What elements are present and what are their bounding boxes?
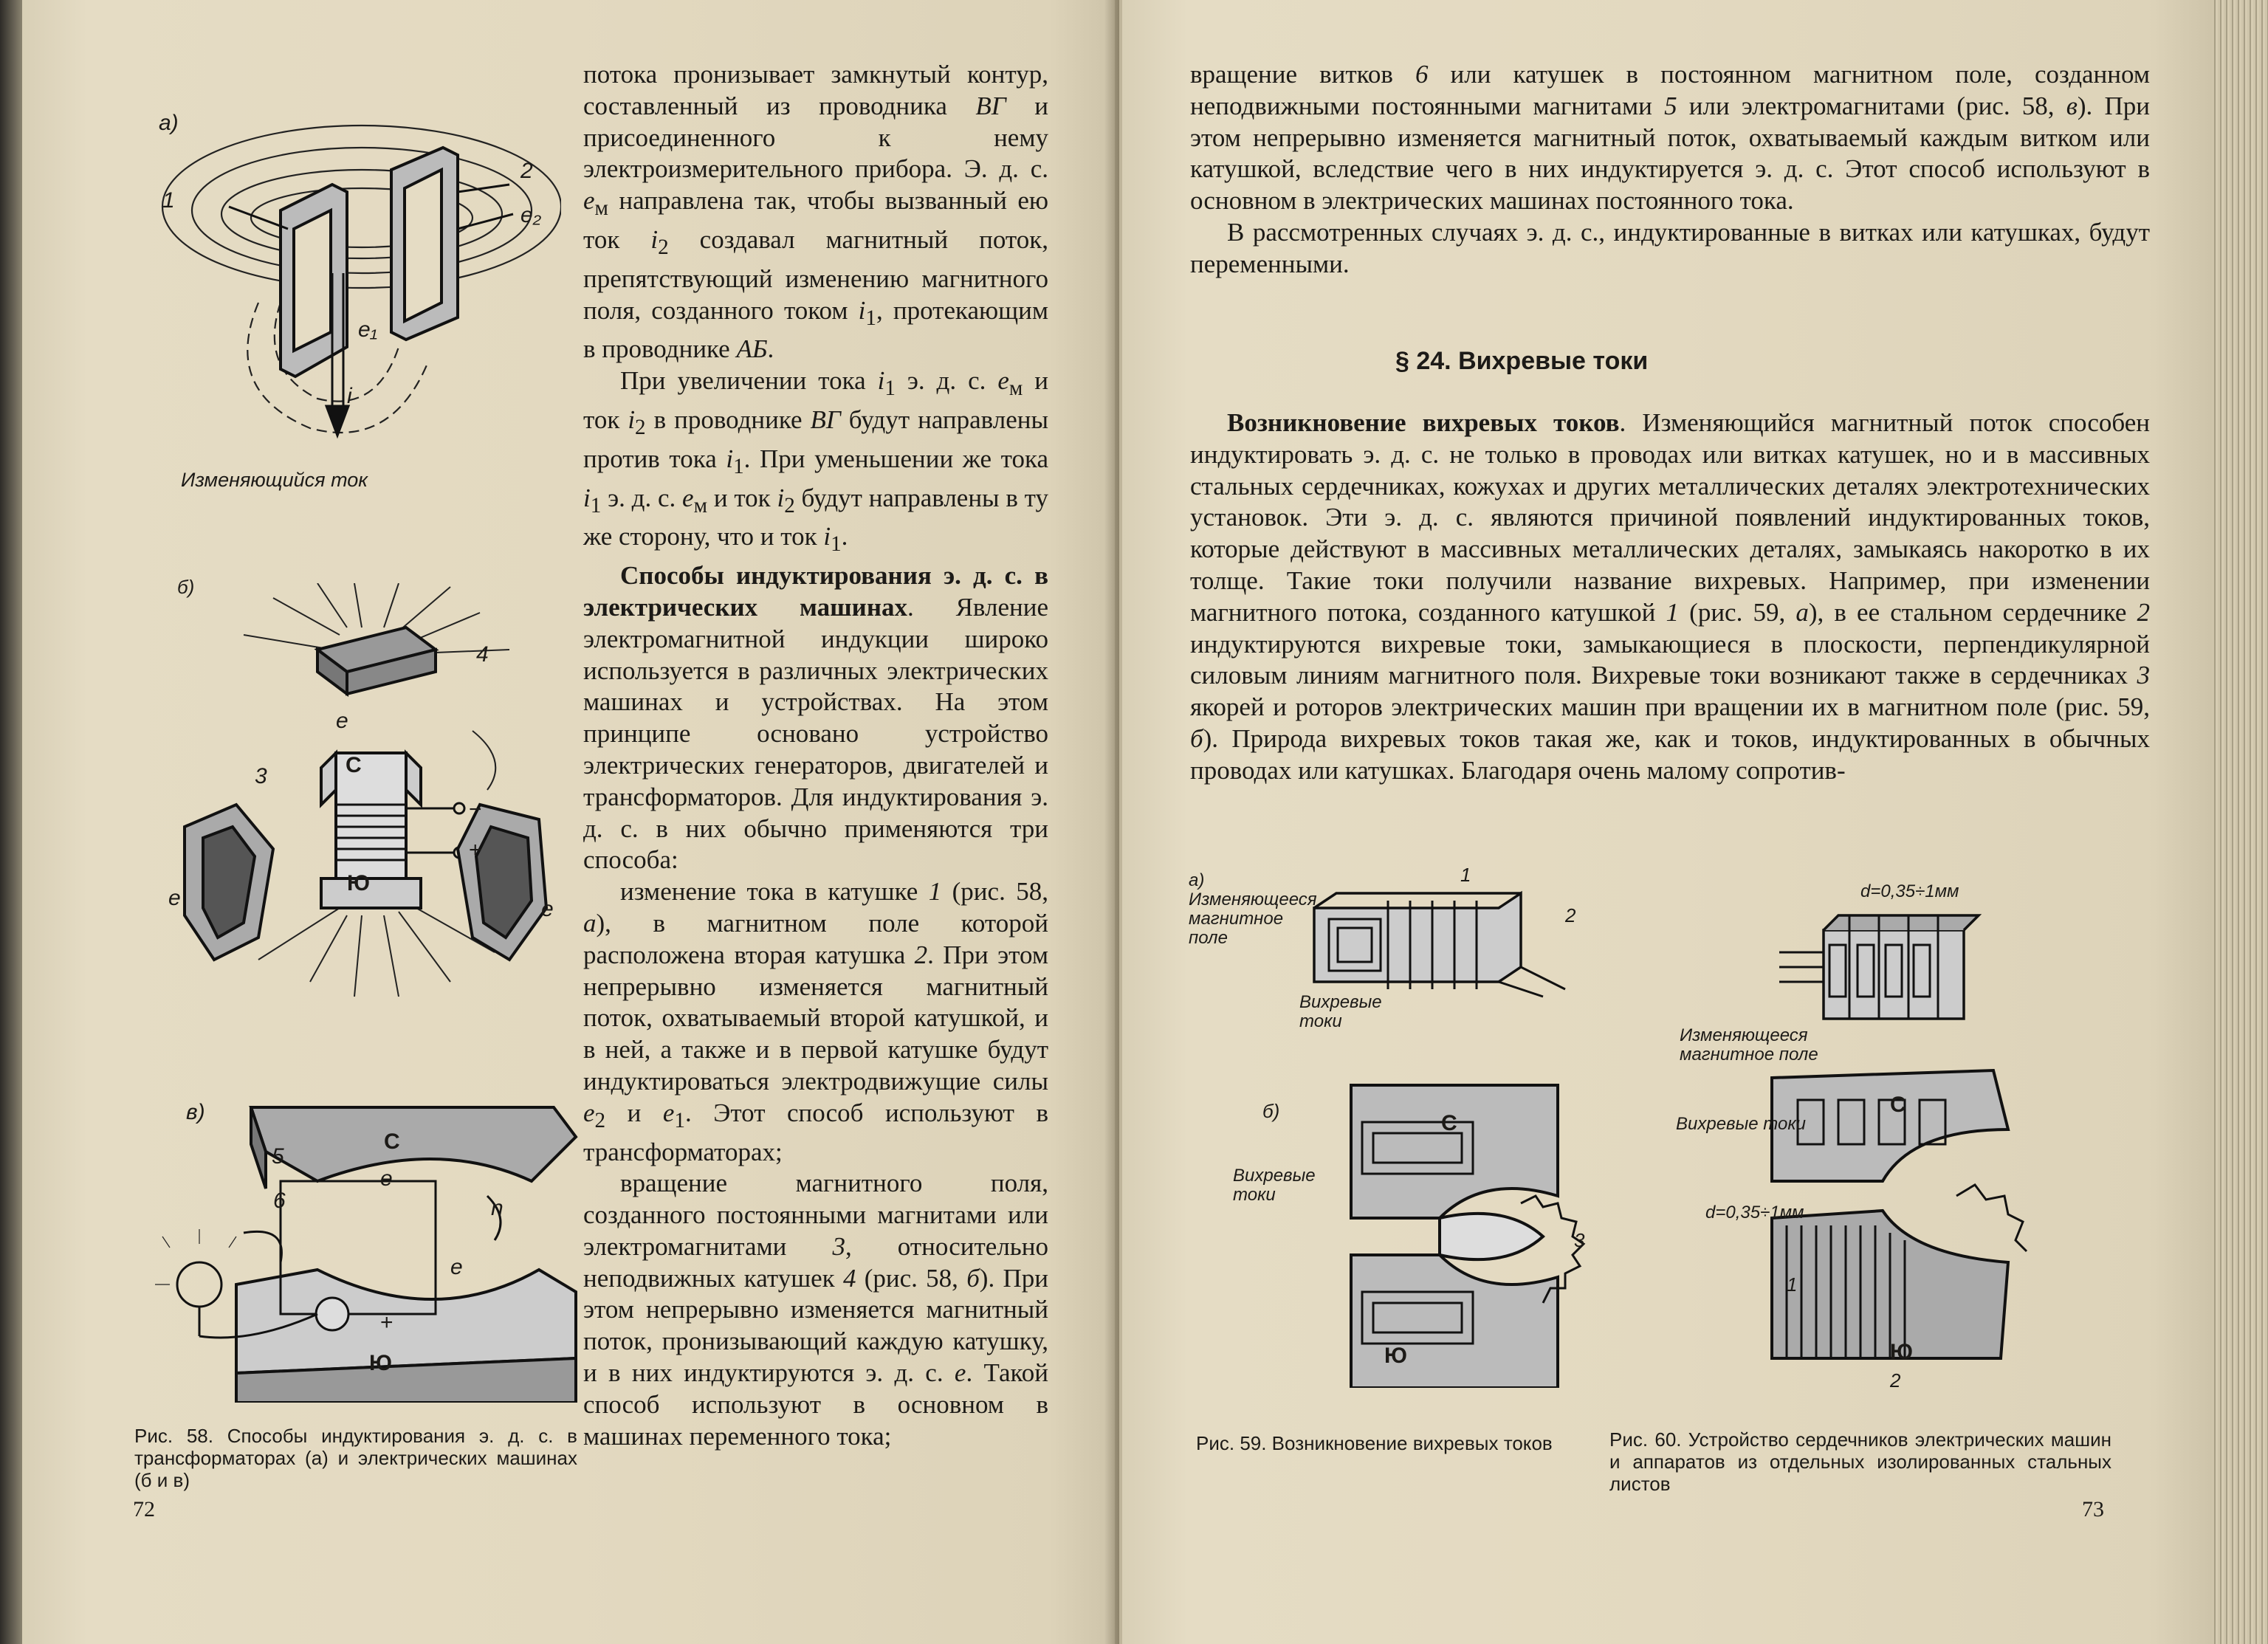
fig59b-label-S: С xyxy=(1441,1111,1457,1135)
fig58c-label-plus: + xyxy=(380,1310,394,1335)
fig58-label-a: а) xyxy=(159,111,179,135)
fig59a-label-changing-field: а) Изменяющееся магнитное поле xyxy=(1189,870,1317,948)
fig58a-label-e1: e₁ xyxy=(358,317,378,342)
figure-59a-drawing xyxy=(1299,878,1609,1011)
right-body-paragraph: Возникновение вихревых токов. Изменяющийся магнитный поток способен индуктировать э. д. с. не только в проводах или витках катушек, но и в массивных стальных сердечниках, кожухах и других металлических деталях электротехнических установок. Эти э. д. с. являются причиной появлений индуктированных токов, которые действуют в массивных металлических деталях, замыкаясь накоротко в их толще. Такие токи получили название вихревых. Например, при изменении магнитного потока, созданного катушкой 1 (рис. 59, а), в ее стальном сердечнике 2 индуктируются вихревые токи, замыкающиеся в плоскости, перпендикулярной силовым линиям магнитного поля. Вихревые токи возникают также в сердечниках 3 якорей и роторов электрических машин при вращении их в магнитном поле (рис. 59, б). Природа вихревых токов такая же, как и токов, индуктированных в обычных проводах или катушках. Благодаря очень малому сопротив- xyxy=(1190,408,2151,785)
fig58a-label-1: 1 xyxy=(162,188,175,213)
fig59a-label-2: 2 xyxy=(1565,904,1576,926)
figure-60 xyxy=(1713,886,2030,1403)
fig58c-label-6: 6 xyxy=(273,1189,286,1213)
fig59-label-b: б) xyxy=(1262,1100,1280,1122)
right-top-paragraph: В рассмотренных случаях э. д. с., индуктированные в витках или катушках, будут переменными. xyxy=(1190,217,2150,278)
fig58b-label-e-left: e xyxy=(168,886,181,910)
page-right xyxy=(1119,0,2215,1644)
section-heading: § 24. Вихревые токи xyxy=(1395,347,1649,375)
left-column-paragraph: Способы индуктирования э. д. с. в электрических машинах. Явление электромагнитной индукции широко используется в различных электрических машинах и устройствах. На этом принципе основано устройство электрических генераторов, двигателей и трансформаторов. Для индуктирования э. д. с. в них обычно применяются три способа: xyxy=(583,561,1048,875)
fig58a-label-changing-current: Изменяющийся ток xyxy=(181,469,368,491)
fig58b-label-e-right: e xyxy=(541,897,554,921)
fig59b-label-eddy: Вихревые токи xyxy=(1233,1166,1316,1205)
figure-59a xyxy=(1299,878,1609,1011)
fig58c-label-e-top: e xyxy=(380,1166,393,1191)
page-number-right: 73 xyxy=(2082,1497,2104,1521)
figure-58b-drawing xyxy=(162,583,576,1011)
fig58-label-c: в) xyxy=(186,1100,205,1124)
fig58c-label-e-bottom: e xyxy=(450,1255,463,1279)
book-edge-left xyxy=(0,0,22,1644)
figure-58a xyxy=(148,81,561,495)
fig58a-label-2: 2 xyxy=(520,159,533,183)
right-top-paragraph: вращение витков 6 или катушек в постоянном магнитном поле, созданном неподвижными постоянными магнитами 5 или электромагнитами (рис. 58, в). При этом непрерывно изменяется магнитный поток, охватываемый каждым витком или катушкой, вследствие чего в них индуктируется э. д. с. Этот способ используют в основном в электрических машинах постоянного тока. xyxy=(1190,60,2150,216)
fig60-label-d-mid: d=0,35÷1мм xyxy=(1705,1203,1804,1222)
book-edge-right xyxy=(2212,0,2268,1644)
figure-58a-drawing xyxy=(148,81,561,495)
right-top-text xyxy=(1190,59,2150,281)
fig60-label-N: Ю xyxy=(1890,1340,1913,1364)
figure-58b xyxy=(162,583,576,1011)
fig60-label-eddy: Вихревые токи xyxy=(1676,1114,1807,1134)
page-left xyxy=(22,0,1119,1644)
fig58b-label-4: 4 xyxy=(476,642,489,667)
fig60-label-2: 2 xyxy=(1890,1369,1901,1392)
fig58b-label-minus: − xyxy=(469,797,482,822)
fig60-label-S: С xyxy=(1890,1093,1906,1117)
fig60-label-changing-field: Изменяющееся магнитное поле xyxy=(1680,1025,1818,1065)
fig58-label-b: б) xyxy=(177,576,195,598)
fig58b-label-plus: + xyxy=(469,838,482,862)
fig59b-label-3: 3 xyxy=(1574,1229,1585,1251)
fig58a-label-e2: e₂ xyxy=(520,203,542,227)
fig58b-label-N: Ю xyxy=(347,871,370,895)
left-column-paragraph: При увеличении тока $i_1$ э. д. с. $e_м$ и ток $i_2$ в проводнике ВГ будут направлены против тока $i_1$. При уменьшении же тока $i_1$ э. д. с. $e_м$ и ток $i_2$ будут направлены в ту же сторону, что и ток $i_1$. xyxy=(583,366,1048,557)
fig58c-label-n: n xyxy=(491,1196,504,1220)
fig58a-label-i: i xyxy=(347,384,352,408)
figure-60-drawing xyxy=(1713,886,2030,1403)
figure-59b-drawing xyxy=(1336,1078,1602,1388)
fig59b-label-N: Ю xyxy=(1384,1344,1407,1368)
left-column-paragraph: вращение магнитного поля, созданного постоянными магнитами или электромагнитами 3, относительно неподвижных катушек 4 (рис. 58, б). При этом непрерывно изменяется магнитный поток, пронизывающий каждую катушку, и в них индуктируются э. д. с. e. Такой способ используют в основном в машинах переменного тока; xyxy=(583,1169,1049,1451)
fig58b-label-e-top: e xyxy=(336,709,348,733)
page-number-left: 72 xyxy=(133,1497,155,1521)
figure-60-caption: Рис. 60. Устройство сердечников электрических машин и аппаратов из отдельных изолированных стальных листов xyxy=(1609,1428,2111,1495)
fig60-label-d-top: d=0,35÷1мм xyxy=(1860,881,1959,901)
fig58b-label-S: С xyxy=(346,753,362,777)
fig60-label-1: 1 xyxy=(1787,1273,1798,1296)
figure-58-caption: Рис. 58. Способы индуктирования э. д. с. в трансформаторах (а) и электрических машинах (б и в) xyxy=(134,1425,577,1491)
figure-59-caption: Рис. 59. Возникновение вихревых токов xyxy=(1196,1432,1553,1454)
fig58b-label-3: 3 xyxy=(255,764,267,788)
fig58c-label-5: 5 xyxy=(272,1144,284,1169)
fig59a-label-eddy: Вихревые токи xyxy=(1299,992,1382,1031)
right-body-text xyxy=(1190,407,2150,787)
fig58c-label-N: Ю xyxy=(369,1351,392,1375)
fig59a-label-1: 1 xyxy=(1460,864,1471,886)
figure-59b xyxy=(1336,1078,1602,1388)
left-column-text xyxy=(583,59,1048,1452)
fig58c-label-S: С xyxy=(384,1129,400,1154)
left-column-paragraph: потока пронизывает замкнутый контур, составленный из проводника ВГ и присоединенного к нему электроизмерительного прибора. Э. д. с. $e_м$ направлена так, чтобы вызванный ею ток $i_2$ создавал магнитный поток, препятствующий изменению магнитного поля, созданного током $i_1$, протекающим в проводнике АБ. xyxy=(583,60,1048,364)
left-column-paragraph: изменение тока в катушке 1 (рис. 58, а), в магнитном поле которой расположена вторая катушка 2. При этом непрерывно изменяется магнитный поток, охватываемый второй катушкой, и в ней, а также и в первой катушке будут индуктироваться электродвижущие силы $e_2$ и $e_1$. Этот способ используют в трансформаторах; xyxy=(583,877,1049,1166)
